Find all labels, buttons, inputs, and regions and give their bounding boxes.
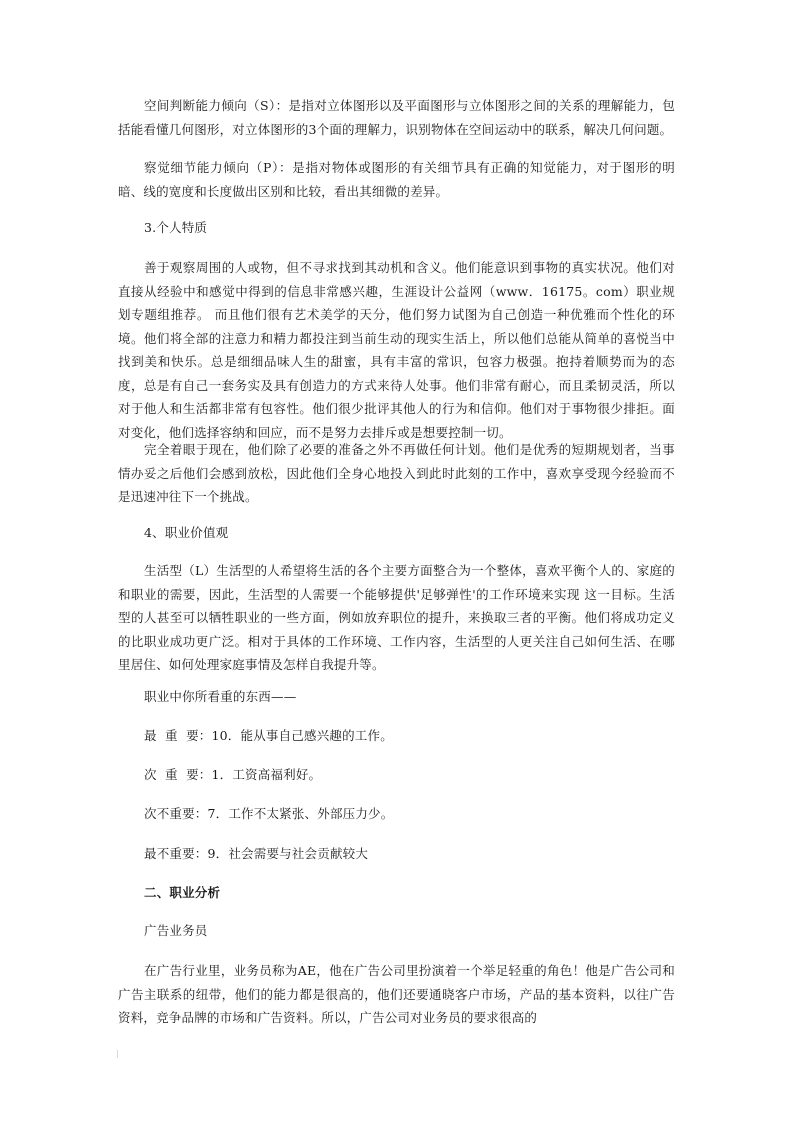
heading-career-values: 4、职业价值观 — [144, 525, 229, 540]
paragraph-perceptual-ability: 察觉细节能力倾向（P）：是指对物体或图形的有关细节具有正确的知觉能力，对于图形的明暗、线的宽度和长度做出区别和比较，看出其细微的差异。 — [118, 160, 675, 199]
value-second-important: 次 重 要：1．工资高福利好。 — [144, 767, 322, 782]
value-least-important: 最不重要：9．社会需要与社会贡献较大 — [144, 846, 369, 861]
value-less-important: 次不重要：7．工作不太紧张、外部压力少。 — [144, 806, 394, 821]
heading-personal-traits: 3.个人特质 — [144, 220, 208, 235]
job-title: 广告业务员 — [144, 923, 208, 938]
paragraph-traits-body-2: 完全着眼于现在，他们除了必要的准备之外不再做任何计划。他们是优秀的短期规划者，当事情办妥之后他们会感到放松，因此他们全身心地投入到此时此刻的工作中，喜欢享受现今经验而不是迅速冲往下一个挑战。 — [118, 442, 675, 504]
paragraph-job-body: 在广告行业里，业务员称为AE，他在广告公司里扮演着一个举足轻重的角色！他是广告公司和广告主联系的纽带，他们的能力都是很高的，他们还要通晓客户市场，产品的基本资料，以往广告资料，竞争品牌的市场和广告资料。所以，广告公司对业务员的要求很高的 — [118, 963, 675, 1025]
paragraph-spatial-ability: 空间判断能力倾向（S）：是指对立体图形以及平面图形与立体图形之间的关系的理解能力，包括能看懂几何图形，对立体图形的3个面的理解力，识别物体在空间运动中的联系，解决几何问题。 — [118, 98, 675, 137]
page-corner-mark — [117, 1050, 118, 1058]
values-intro: 职业中你所看重的东西—— — [144, 689, 297, 704]
heading-career-analysis: 二、职业分析 — [144, 885, 221, 900]
paragraph-values-body: 生活型（L）生活型的人希望将生活的各个主要方面整合为一个整体，喜欢平衡个人的、家庭的和职业的需要，因此，生活型的人需要一个能够提供'足够弹性'的工作环境来实现 这一目标。生活型的人甚至可以牺牲职业的一些方面，例如放弃职位的提升，来换取三者的平衡。他们将成功定义的比职业成功更广泛。相对于具体的工作环境、工作内容，生活型的人更关注自己如何生活、在哪里居住、如何处理家庭事情及怎样自我提升等。 — [118, 563, 675, 672]
paragraph-traits-body: 善于观察周围的人或物，但不寻求找到其动机和含义。他们能意识到事物的真实状况。他们对直接从经验中和感觉中得到的信息非常感兴趣，生涯设计公益网（www．16175。com）职业规划专题组推荐。 而且他们很有艺术美学的天分，他们努力试图为自己创造一种优雅而个性化的环境。他们将全部的注意力和精力都投注到当前生动的现实生活上，所以他们总能从简单的喜悦当中找到美和快乐。总是细细品味人生的甜蜜，具有丰富的常识，包容力极强。抱持着顺势而为的态度，总是有自己一套务实及具有创造力的方式来待人处事。他们非常有耐心，而且柔韧灵活，所以对于他人和生活都非常有包容性。他们很少批评其他人的行为和信仰。他们对于事物很少排拒。面对变化，他们选择容纳和回应，而不是努力去排斥或是想要控制一切。 — [118, 260, 675, 440]
value-most-important: 最 重 要：10．能从事自己感兴趣的工作。 — [144, 728, 393, 743]
